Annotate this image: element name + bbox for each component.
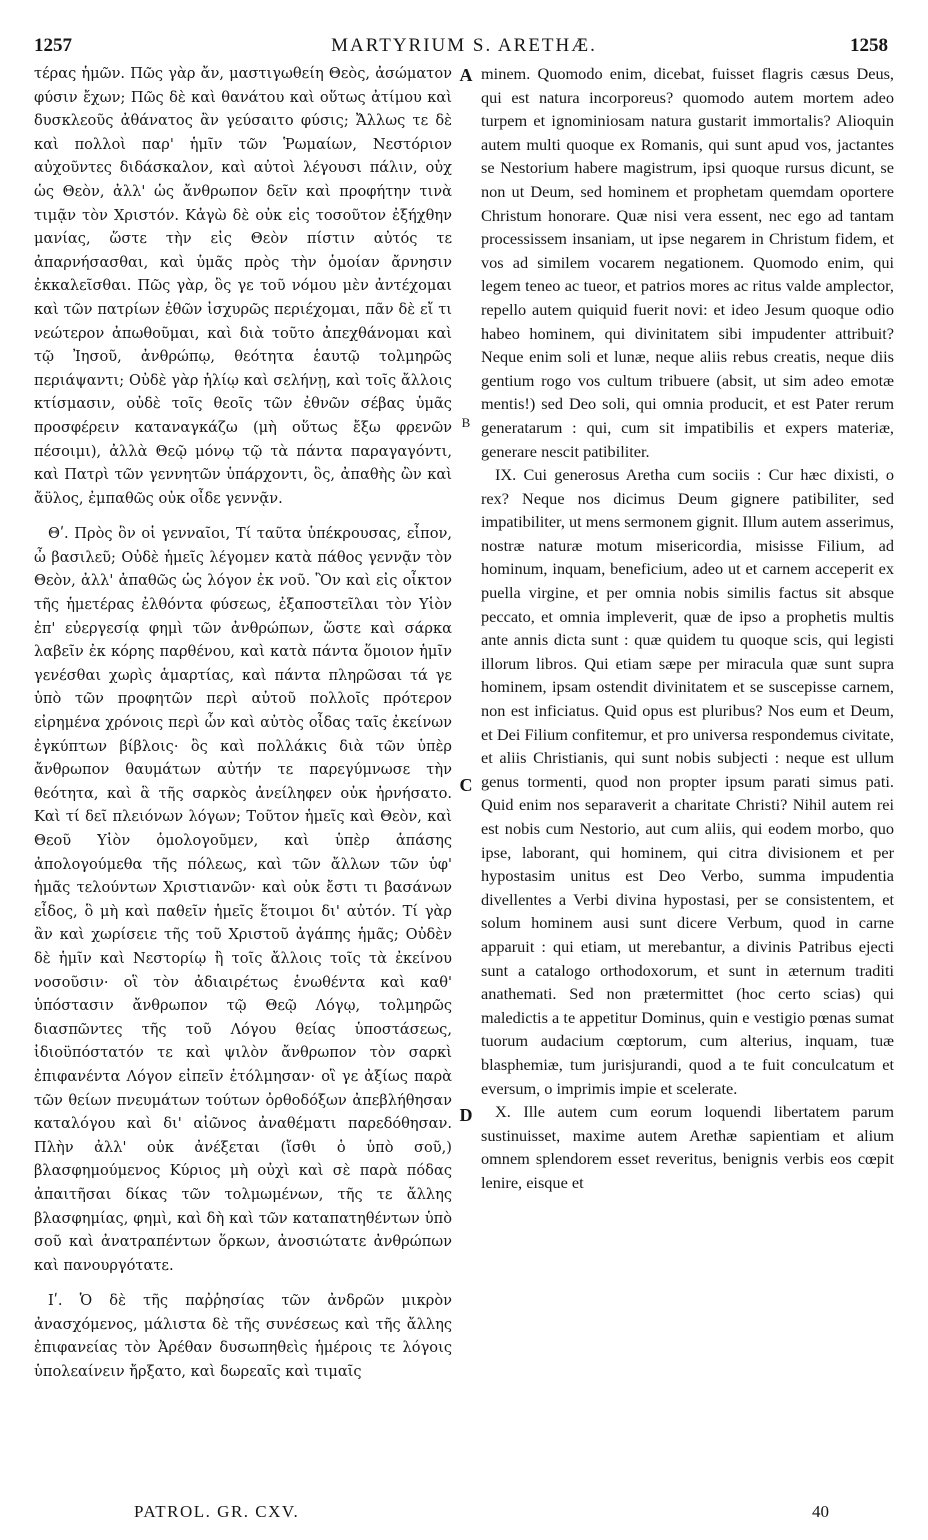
running-title: MARTYRIUM S. ARETHÆ. bbox=[331, 35, 597, 56]
footer-signature: 40 bbox=[812, 1502, 829, 1521]
latin-paragraph: IX. Cui generosus Aretha cum sociis : Cur hæc dixisti, o rex? Neque nos dicimus Deum gignere patibiliter, sed impatibiliter, ut mens sermonem gignit. Illum autem asserimus, nostræ naturæ motum misericordia, misisse Filium, ad hominum, inquam, beneficium, adeo ut et carnem acceperit ex puella virgine, et per omnia nobis similis factus sit absque peccato, et omnia impleverit, quæ de ipso a prophetis multis ante annis dicta sunt : quæ quidem tu quoque scis, qui legisti illorum libros. Qui etiam sæpe per miracula quæ sunt supra hominem, ipsam ostendit divinitatem et se suscepisse carnem, non est inficiatus. Quid opus est pluribus? Nos eum et Deum, et Dei Filium confitemur, et pro universa respondemus civitate, et aliis Christianis, qui sunt nobis subjecti : neque est ullum genus tormenti, quod non propter ipsum parati simus pati. Quid enim nos separaverit a charitate Christi? Nihil autem rei est nobis cum Nestorio, aut cum aliis, qui eodem morbo, quo ipse, laborant, qui hominem, qui citra divisionem et per hypostasim unitus est Deo Verbo, summa impudentia divellentes a Verbi divina hypostasi, per se consistentem, et solum hominem ausi sunt dicere Verbum, quod in carne apparuit : qui etiam, ut merebantur, a divinis Patribus ejecti sunt a catalogo orthodoxorum, et sunt in æternum traditi anathemati. Sed non prætermittet (hoc certo scias) qui maledictis a te appetitur Dominus, quin e vestigio pœnas sumat tuorum audacium cœptorum, cum alterius, inquam, tuæ blasphemiæ, tum jurisjurandi, quod a te fuit conculcatum et eversum, o imprimis impie et scelerate. bbox=[481, 465, 894, 1098]
left-page-number: 1257 bbox=[34, 35, 72, 56]
margin-marker-d: D bbox=[459, 1105, 473, 1125]
footer-series: PATROL. GR. CXV. bbox=[134, 1502, 300, 1521]
greek-paragraph: Ιʹ. Ὁ δὲ τῆς παῤῥησίας τῶν ἀνδρῶν μικρὸν ἀνασχόμενος, μάλιστα δὲ τῆς συνέσεως καὶ τῆς ἄλλης ἐπιφανείας τὸν Ἀρέθαν δυσωπηθεὶς ἡμέροις τε λόγοις ὑπολεαίνειν ἤρξατο, καὶ δωρεαῖς καὶ τιμαῖς bbox=[34, 1292, 452, 1381]
margin-marker-a: A bbox=[459, 65, 473, 85]
greek-paragraph: Θʹ. Πρὸς ὃν οἱ γενναῖοι, Τί ταῦτα ὑπέκρουσας, εἶπον, ὦ βασιλεῦ; Οὐδὲ ἡμεῖς λέγομεν κατὰ πάθος γεννᾷν τὸν Θεὸν, ἀλλ' ἀπαθῶς ὡς λόγον ἐκ νοῦ. Ὃν καὶ εἰς οἶκτον τῆς ἡμετέρας ἐλθόντα φύσεως, ἐξαποστεῖλαι τὸν Υἱὸν ἐπ' εὐεργεσίᾳ φημὶ τῶν ἀνθρώπων, ὥστε καὶ σάρκα λαβεῖν ἐκ κόρης παρθένου, καὶ κατὰ πάντα ὅμοιον ἡμῖν γενέσθαι χωρὶς ἁμαρτίας, καὶ πάντα πληρῶσαι τά γε ὑπὸ τῶν προφητῶν περὶ αὐτοῦ πολλοῖς πρότερον εἰρημένα χρόνοις περὶ ὧν καὶ αὐτὸς οἶδας ταῖς ἐκείνων ἐγκύπτων βίβλοις· ὃς καὶ πολλάκις διὰ τῶν ὑπὲρ ἄνθρωπον θαυμάτων αὐτήν τε παρεγύμνωσε τὴν θεότητα, καὶ ἃ τῆς σαρκὸς ἀνείληφεν οὐκ ἠρνήσατο. Καὶ τί δεῖ πλειόνων λόγων; Τοῦτον ἡμεῖς καὶ Θεὸν, καὶ Θεοῦ Υἱὸν ὁμολογοῦμεν, καὶ ὑπὲρ ἁπάσης ἀπολογούμεθα τῆς πόλεως, καὶ τῶν ἄλλων τῶν ὑφ' ἡμᾶς τελούντων Χριστιανῶν· καὶ οὐκ ἔστι τι βασάνων εἶδος, ὃ μὴ καὶ παθεῖν ἡμεῖς ἕτοιμοι δι' αὐτόν. Τί γὰρ ἂν καὶ χωρίσειε τῆς τοῦ Χριστοῦ ἀγάπης ἡμᾶς; Οὐδὲν δὲ ἡμῖν καὶ Νεστορίῳ ἢ τοῖς ἄλλοις τοῖς τὰ ἐκείνου νοσοῦσιν· οἳ τὸν ἀδιαιρέτως ἑνωθέντα καὶ καθ' ὑπόστασιν ἄνθρωπον τῷ Θεῷ Λόγῳ, τολμηρῶς διασπῶντες τῆς τοῦ Λόγου θείας ὑποστάσεως, ἰδιοϋπόστατόν τε καὶ ψιλὸν ἄνθρωπον τὸν σαρκὶ ἐπιφανέντα Λόγον εἰπεῖν ἐτόλμησαν· οἳ γε ἀξίως παρὰ τῶν θείων πνευμάτων τούτων ὀρθοδόξων ἀπεβλήθησαν καταλόγου καὶ δι' αἰῶνος ἀναθέματι παρεδόθησαν. Πλὴν ἀλλ' οὐκ ἀνέξεται (ἴσθι ὁ ὑπὸ σοῦ,) βλασφημούμενος Κύριος μὴ οὐχὶ καὶ σὲ παρὰ πόδας ἀπαιτῆσαι δίκας τῶν τολμωμένων, τῆς τε ἄλλης βλασφημίας, φημὶ, καὶ δὴ καὶ τῶν καταπατηθέντων ὑπὸ σοῦ καὶ ἀνατραπέντων ὅρκων, ἀνοσιώτατε ἀνθρώπων καὶ πανουργότατε. bbox=[34, 525, 452, 1274]
greek-column bbox=[34, 62, 452, 1480]
margin-marker-b: B bbox=[461, 415, 471, 430]
latin-paragraph: minem. Quomodo enim, dicebat, fuisset flagris cæsus Deus, qui est natura incorporeus? quomodo autem mortem adeo turpem et ignominiosam natura gustarit immortalis? Alioquin autem multi quoque ex Romanis, qui sunt apud vos, jactantes se Nestorium habere magistrum, ipsi quoque rursus dicunt, se non ut Deum, sed hominem et prophetam quemdam oportere Christum honorare. Quæ nisi vera essent, nec ego ad tantam processissem insaniam, ut ipse negarem in Christum fidem, et vos ad similem vocarem negationem. Quomodo enim, qui legem teneo ac tueor, et patrios mores ac ritus valde amplector, repello autem quiquid fuerit novi: et ideo Jesum quoque odio habeo hominem, qui divinitatem sibi impudenter attribuit? Neque enim soli et lunæ, neque aliis rebus creatis, neque diis gentium rogo vos cultum tribuere (absit, ut sim adeo emotæ mentis!) sed Deo soli, qui omnia producit, et est Pater rerum generatarum : qui, cum sit impatibilis et expers materiæ, generare nescit patibiliter. bbox=[481, 64, 894, 461]
margin-marker-c: C bbox=[459, 775, 473, 795]
latin-column bbox=[481, 62, 894, 1480]
greek-paragraph: τέρας ἡμῶν. Πῶς γὰρ ἄν, μαστιγωθείη Θεὸς, ἀσώματον φύσιν ἔχων; Πῶς δὲ καὶ θανάτου καὶ οὕτως ἀτίμου καὶ δυσκλεοῦς ἀθάνατος ἂν γεύσαιτο φύσις; Ἄλλως τε δὲ καὶ πολλοὶ παρ' ἡμῖν τῶν Ῥωμαίων, Νεστόριον αὐχοῦντες διδάσκαλον, καὶ αὐτοὶ λέγουσι πάλιν, οὐχ ὡς Θεὸν, ἀλλ' ὡς ἄνθρωπον δεῖν καὶ προφήτην τινὰ τιμᾷν τὸν Χριστόν. Κἀγὼ δὲ οὐκ εἰς τοσοῦτον ἐξήχθην μανίας, ὥστε τὴν εἰς Θεὸν πίστιν αὐτός τε ἀπαρνήσασθαι, καὶ ὑμᾶς πρὸς τὴν ὁμοίαν ἄρνησιν ἐκκαλεῖσθαι. Πῶς γὰρ, ὃς γε τοῦ νόμου μὲν ἀντέχομαι καὶ τῶν πατρίων ἐθῶν ἰσχυρῶς περιέχομαι, πᾶν δὲ εἴ τι νεώτερον ἀπωθοῦμαι, καὶ διὰ τοῦτο ἀπεχθάνομαι καὶ τῷ Ἰησοῦ, ἀνθρώπῳ, θεότητα ἑαυτῷ τολμηρῶς περιάψαντι; Οὐδὲ γὰρ ἡλίῳ καὶ σελήνῃ, καὶ τοῖς ἄλλοις κτίσμασιν, οὐδὲ τοῖς θεοῖς τῶν ἐθνῶν σέβας ὑμᾶς προσφέρειν καταναγκάζω (μὴ οὕτως ἔξω φρενῶν πέσοιμι), ἀλλὰ Θεῷ μόνῳ τῷ τὰ πάντα παραγαγόντι, καὶ Πατρὶ τῶν γεννητῶν ὑπάρχοντι, ὃς, ἀπαθὴς ὢν καὶ ἄϋλος, ἐμπαθῶς οὐκ οἶδε γεννᾷν. bbox=[34, 65, 452, 507]
right-page-number: 1258 bbox=[850, 35, 888, 56]
latin-paragraph: X. Ille autem cum eorum loquendi libertatem parum sustinuisset, maxime autem Arethæ sapientiam et alium omnem splendorem esset reveritus, benignis verbis eos cœpit lenire, eisque et bbox=[481, 1102, 894, 1192]
